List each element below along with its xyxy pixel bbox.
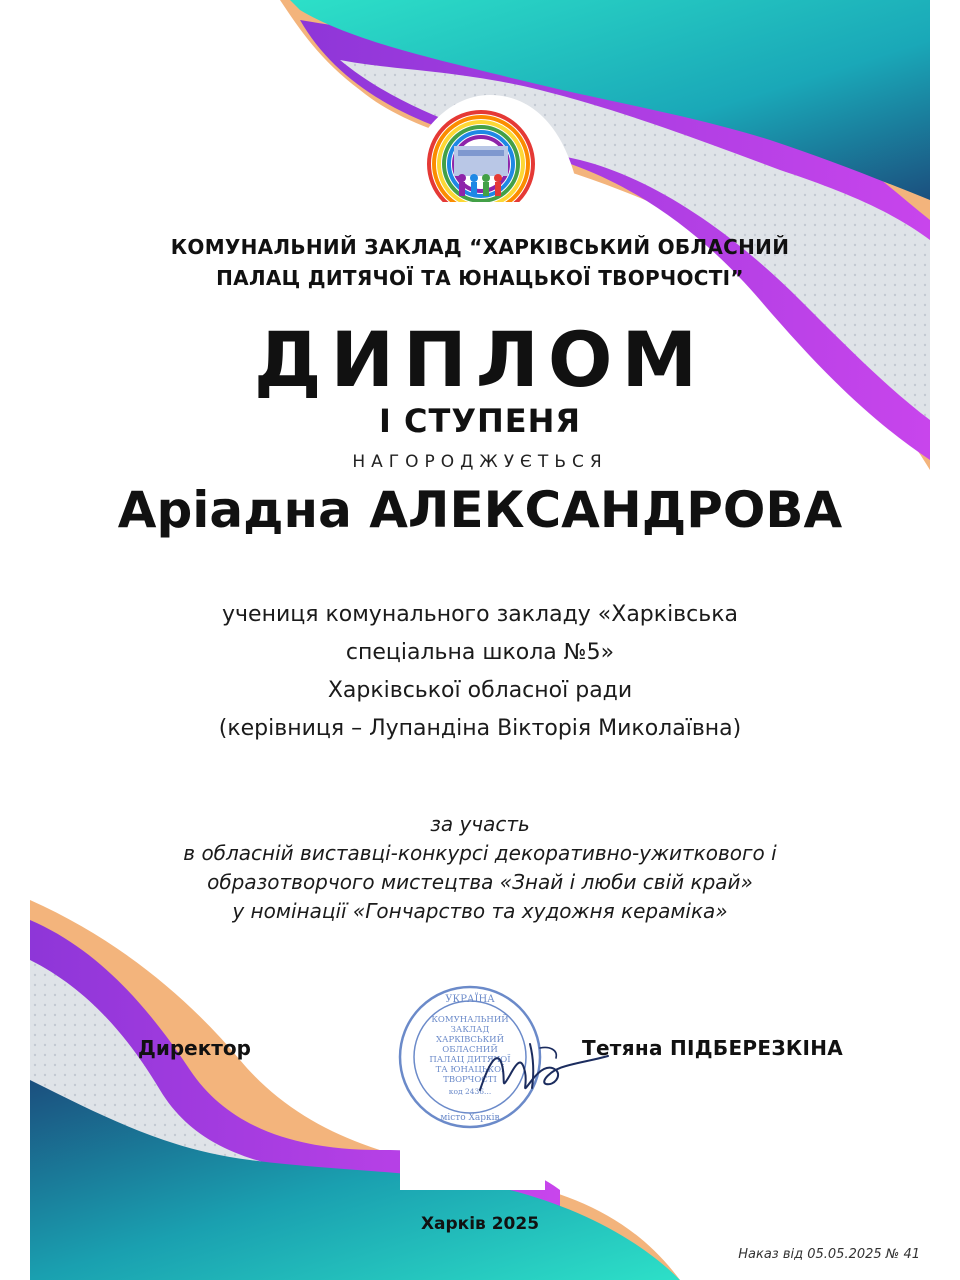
stamp-bottom-text: місто Харків [440,1113,500,1123]
reason-line-4: у номінації «Гончарство та художня кераміка» [232,899,728,923]
stamp-top-text: УКРАЇНА [445,994,495,1005]
stamp-line-4: ОБЛАСНИЙ [442,1045,498,1055]
diploma-title: ДИПЛОМ [253,315,707,404]
stamp-line-7: ТВОРЧОСТІ [443,1075,497,1085]
stamp-code: код 2436... [448,1087,492,1096]
stamp-line-3: ХАРКІВСЬКИЙ [435,1035,505,1045]
stamp-line-6: ТА ЮНАЦЬКОЇ [435,1065,505,1075]
student-line-3: Харківської обласної ради [327,678,633,703]
director-name: Тетяна ПІДБЕРЕЗКІНА [582,1036,844,1060]
awarded-label: НАГОРОДЖУЄТЬСЯ [352,452,608,472]
director-signature [470,1030,610,1110]
student-line-4: (керівниця – Лупандіна Вікторія Миколаївна) [218,716,742,741]
institution-line-1: КОМУНАЛЬНИЙ ЗАКЛАД “ХАРКІВСЬКИЙ ОБЛАСНИЙ [170,235,790,259]
order-reference: Наказ від 05.05.2025 № 41 [738,1247,920,1262]
institution-line-2: ПАЛАЦ ДИТЯЧОЇ ТА ЮНАЦЬКОЇ ТВОРЧОСТІ” [216,266,744,290]
institution-name [0,232,960,294]
city-year: Харків 2025 [420,1214,540,1234]
stamp-line-1: КОМУНАЛЬНИЙ [431,1015,509,1025]
recipient-name: Аріадна АЛЕКСАНДРОВА [117,481,843,539]
student-line-2: спеціальна школа №5» [345,640,615,665]
stamp-line-5: ПАЛАЦ ДИТЯЧОЇ [429,1055,511,1065]
reason-line-3: образотворчого мистецтва «Знай і люби свій край» [207,870,753,894]
reason-line-1: за участь [430,812,530,836]
student-line-1: учениця комунального закладу «Харківська [222,602,738,627]
reason-line-2: в обласній виставці-конкурсі декоративно-ужиткового і [183,841,777,865]
palace-rainbow-logo [418,106,544,224]
award-reason [0,810,960,926]
director-label: Директор [138,1036,251,1060]
diploma-degree: І СТУПЕНЯ [378,402,582,440]
stamp-line-2: ЗАКЛАД [450,1025,490,1035]
student-info [0,596,960,748]
